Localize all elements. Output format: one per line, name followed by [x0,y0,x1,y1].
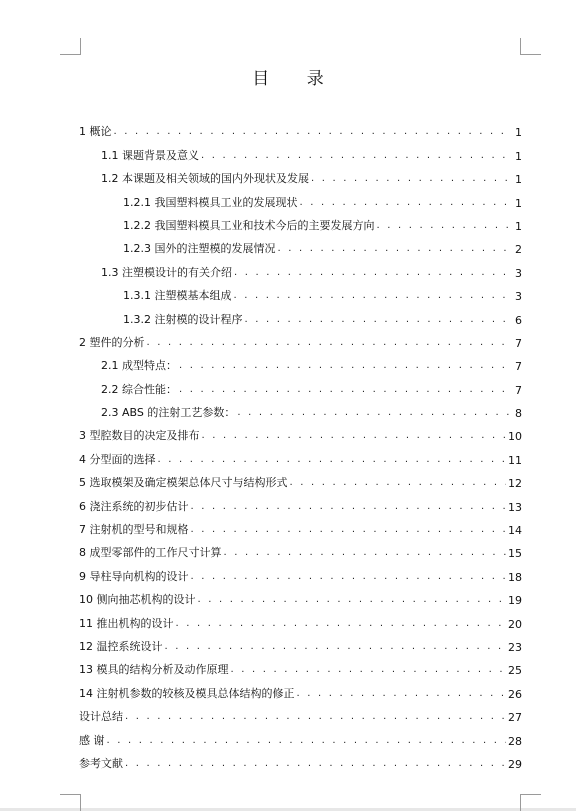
toc-entry-label: 参考文献 [79,756,123,770]
toc-entry-label: 2 塑件的分析 [79,335,145,349]
toc-entry-label: 1.2 本课题及相关领域的国内外现状及发展 [101,172,309,186]
dot-leader [237,407,510,420]
toc-entry-page-number: 20 [508,617,522,631]
dot-leader [198,594,507,607]
toc-entry[interactable] [79,654,522,677]
toc-entry-label: 4 分型面的选择 [79,452,156,466]
toc-entry-page-number: 11 [508,453,522,467]
toc-entry-page-number: 1 [515,196,522,210]
toc-entry-label: 13 模具的结构分析及动作原理 [79,663,229,677]
toc-entry-page-number: 7 [515,336,522,350]
toc-entry[interactable] [79,186,522,209]
toc-entry-page-number: 3 [515,290,522,304]
toc-entry-page-number: 26 [508,687,522,701]
toc-entry[interactable] [79,514,522,537]
dot-leader [224,547,507,560]
toc-entry-label: 8 成型零部件的工作尺寸计算 [79,546,222,560]
toc-entry[interactable] [79,607,522,630]
toc-entry[interactable] [79,701,522,724]
dot-leader [165,641,507,654]
toc-entry[interactable] [79,373,522,396]
toc-entry-label: 11 推出机构的设计 [79,616,174,630]
toc-entry-label: 3 型腔数目的决定及排布 [79,429,200,443]
toc-entry[interactable] [79,748,522,771]
toc-entry-page-number: 28 [508,734,522,748]
toc-entry[interactable] [79,303,522,326]
dot-leader [231,664,507,677]
toc-entry-label: 1.2.3 国外的注塑模的发展情况 [123,242,276,256]
toc-entry-page-number: 14 [508,524,522,538]
toc-entry-label: 1.2.1 我国塑料模具工业的发展现状 [123,195,298,209]
toc-entry[interactable] [79,139,522,162]
toc-entry[interactable] [79,443,522,466]
toc-entry-label: 设计总结 [79,710,123,724]
toc-entry[interactable] [79,537,522,560]
table-of-contents [79,116,522,771]
toc-entry-page-number: 10 [508,430,522,444]
toc-entry-page-number: 13 [508,500,522,514]
toc-entry[interactable] [79,724,522,747]
toc-entry-page-number: 6 [515,313,522,327]
toc-entry-label: 感 谢 [79,733,105,747]
toc-entry-page-number: 1 [515,173,522,187]
toc-entry-page-number: 2 [515,243,522,257]
crop-mark-bottom-right [520,794,541,811]
toc-entry-page-number: 3 [515,266,522,280]
toc-entry-label: 1.3.2 注射模的设计程序 [123,312,243,326]
dot-leader [234,267,510,280]
toc-entry-label: 7 注射机的型号和规格 [79,523,189,537]
dot-leader [245,314,511,327]
page-title: 目 录 [252,69,340,89]
toc-entry-page-number: 29 [508,757,522,771]
toc-entry-label: 14 注射机参数的较核及模具总体结构的修正 [79,686,295,700]
dot-leader [311,173,510,186]
toc-entry-label: 1.3.1 注塑模基本组成 [123,289,232,303]
crop-mark-bottom-left [60,794,81,811]
dot-leader [191,571,507,584]
toc-entry-label: 2.3 ABS 的注射工艺参数： [101,406,236,420]
toc-entry-page-number: 23 [508,640,522,654]
crop-mark-top-right [520,38,541,55]
toc-entry-page-number: 15 [508,547,522,561]
toc-entry[interactable] [79,233,522,256]
dot-leader [107,735,507,748]
toc-entry-page-number: 1 [515,149,522,163]
toc-entry[interactable] [79,163,522,186]
dot-leader [278,243,511,256]
dot-leader [201,150,510,163]
toc-entry[interactable] [79,327,522,350]
dot-leader [114,126,511,139]
toc-entry-label: 2.1 成型特点： [101,359,177,373]
toc-entry-label: 1.2.2 我国塑料模具工业和技术今后的主要发展方向 [123,218,375,232]
dot-leader [147,337,511,350]
dot-leader [125,711,506,724]
toc-entry[interactable] [79,490,522,513]
dot-leader [125,758,506,771]
toc-entry-label: 10 侧向抽芯机构的设计 [79,593,196,607]
dot-leader [299,197,510,210]
toc-entry-page-number: 25 [508,664,522,678]
crop-mark-top-left [60,38,81,55]
dot-leader [179,384,510,397]
toc-entry[interactable] [79,116,522,139]
toc-entry[interactable] [79,350,522,373]
toc-entry[interactable] [79,560,522,583]
dot-leader [176,618,507,631]
dot-leader [234,290,511,303]
toc-entry-label: 9 导柱导向机构的设计 [79,569,189,583]
toc-entry[interactable] [79,677,522,700]
toc-entry-page-number: 7 [515,360,522,374]
toc-entry-label: 1.3 注塑模设计的有关介绍 [101,265,232,279]
toc-entry[interactable] [79,210,522,233]
toc-entry[interactable] [79,397,522,420]
dot-leader [191,501,507,514]
dot-leader [376,220,510,233]
dot-leader [191,524,507,537]
dot-leader [202,430,507,443]
dot-leader [290,477,507,490]
toc-entry-page-number: 7 [515,383,522,397]
toc-entry[interactable] [79,420,522,443]
toc-entry-page-number: 19 [508,594,522,608]
toc-entry-label: 2.2 综合性能： [101,382,177,396]
toc-entry-page-number: 27 [508,711,522,725]
dot-leader [297,688,507,701]
toc-entry[interactable] [79,256,522,279]
toc-entry-label: 12 温控系统设计 [79,639,163,653]
toc-entry[interactable] [79,631,522,654]
toc-entry-page-number: 1 [515,219,522,233]
toc-entry-label: 1.1 课题背景及意义 [101,148,199,162]
toc-entry-label: 6 浇注系统的初步估计 [79,499,189,513]
toc-entry[interactable] [79,584,522,607]
dot-leader [158,454,507,467]
dot-leader [179,360,510,373]
toc-entry[interactable] [79,280,522,303]
toc-entry[interactable] [79,467,522,490]
toc-entry-label: 1 概论 [79,125,112,139]
toc-entry-page-number: 18 [508,570,522,584]
toc-entry-label: 5 选取模架及确定模架总体尺寸与结构形式 [79,476,288,490]
toc-entry-page-number: 12 [508,477,522,491]
toc-entry-page-number: 1 [515,126,522,140]
toc-entry-page-number: 8 [515,407,522,421]
